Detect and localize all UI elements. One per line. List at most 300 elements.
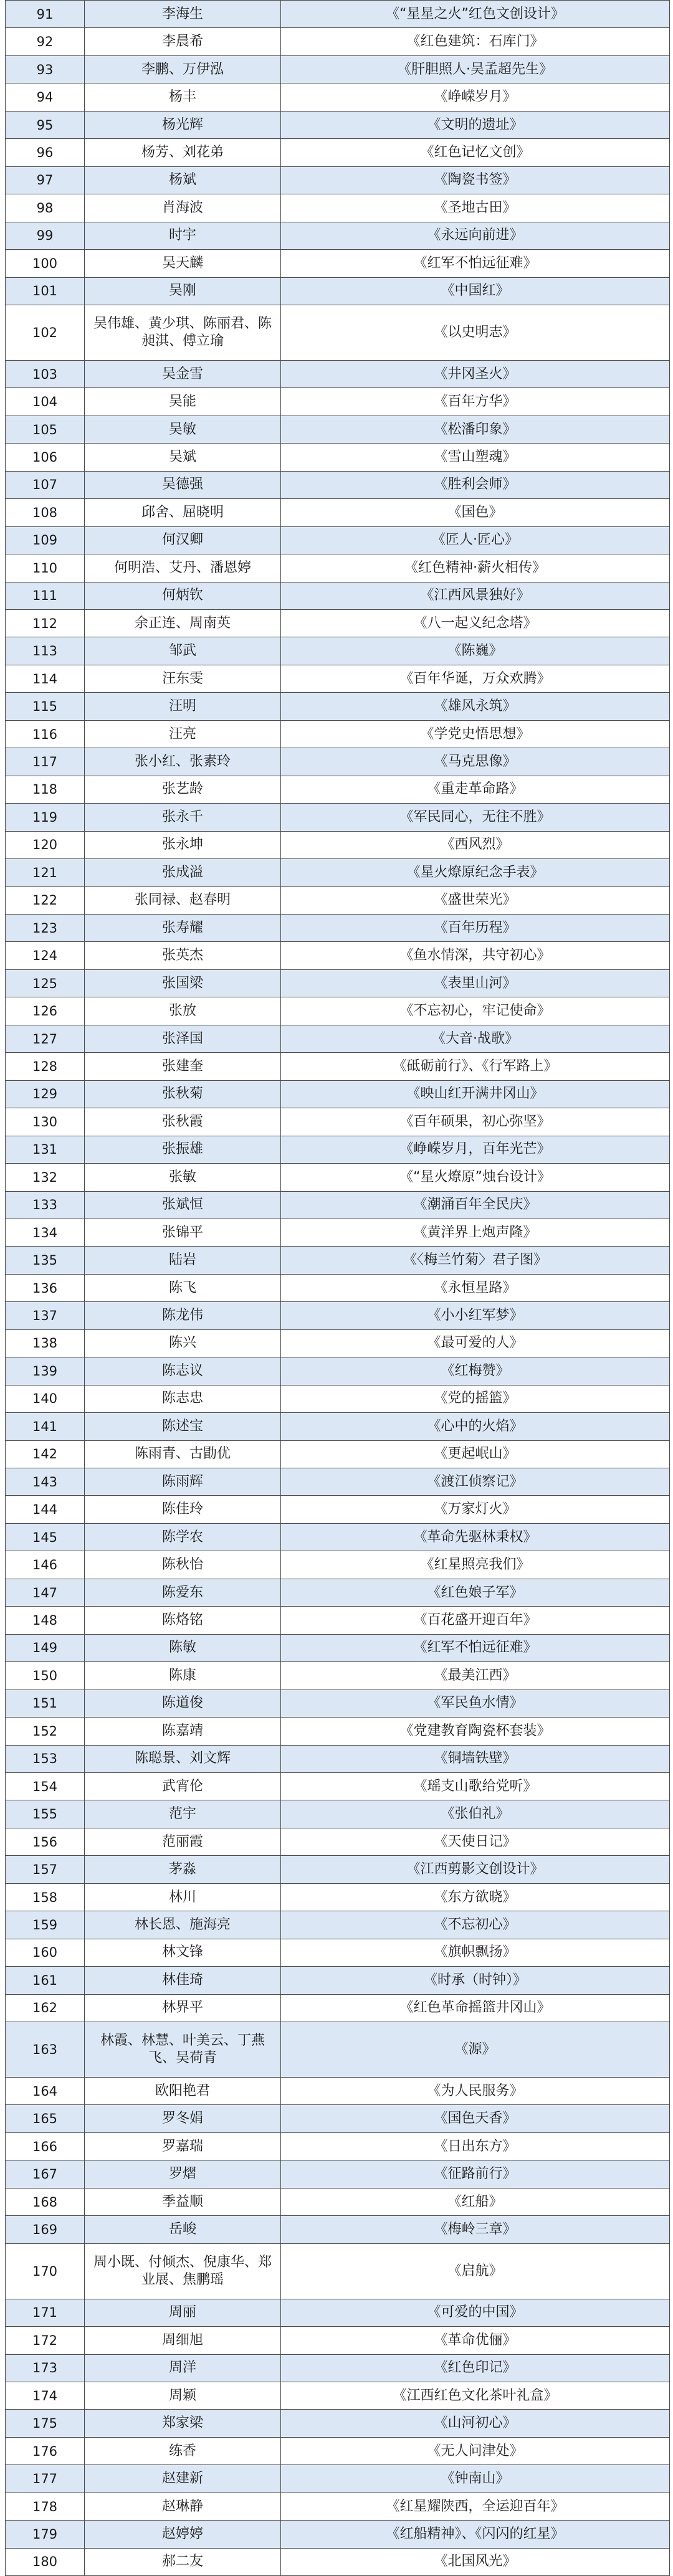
author-name-cell: 林界平 — [85, 1994, 281, 2022]
work-title-cell: 《表里山河》 — [281, 969, 670, 997]
work-title-cell: 《百年华诞，万众欢腾》 — [281, 665, 670, 692]
table-row — [6, 2354, 670, 2382]
row-number-cell: 167 — [6, 2160, 85, 2188]
work-title-cell: 《八一起义纪念塔》 — [281, 609, 670, 637]
author-name-cell: 陈聪景、刘文辉 — [85, 1745, 281, 1772]
table-row — [6, 2243, 670, 2299]
author-name-cell: 赵婷婷 — [85, 2521, 281, 2548]
author-name-cell: 周丽 — [85, 2299, 281, 2326]
author-name-cell: 杨斌 — [85, 166, 281, 194]
table-row — [6, 1191, 670, 1219]
author-name-cell: 吴金雪 — [85, 360, 281, 387]
author-name-cell: 武宵伦 — [85, 1773, 281, 1800]
work-title-cell: 《小小红军梦》 — [281, 1302, 670, 1329]
author-name-cell: 罗冬娟 — [85, 2105, 281, 2132]
work-title-cell: 《圣地古田》 — [281, 194, 670, 222]
row-number-cell: 145 — [6, 1523, 85, 1551]
work-title-cell: 《梅岭三章》 — [281, 2216, 670, 2243]
row-number-cell: 152 — [6, 1718, 85, 1745]
table-row — [6, 416, 670, 443]
row-number-cell: 143 — [6, 1468, 85, 1496]
table-row — [6, 1551, 670, 1579]
work-title-cell: 《万家灯火》 — [281, 1496, 670, 1523]
table-row — [6, 886, 670, 914]
table-row — [6, 1357, 670, 1385]
work-title-cell: 《最美江西》 — [281, 1662, 670, 1690]
author-name-cell: 张敏 — [85, 1164, 281, 1191]
row-number-cell: 149 — [6, 1634, 85, 1661]
work-title-cell: 《山河初心》 — [281, 2410, 670, 2437]
table-row — [6, 1164, 670, 1191]
row-number-cell: 100 — [6, 250, 85, 277]
work-title-cell: 《红军不怕远征难》 — [281, 250, 670, 277]
row-number-cell: 108 — [6, 499, 85, 526]
author-name-cell: 陈佳玲 — [85, 1496, 281, 1523]
work-title-cell: 《源》 — [281, 2022, 670, 2078]
author-name-cell: 陈学农 — [85, 1523, 281, 1551]
work-title-cell: 《大音·战歌》 — [281, 1025, 670, 1052]
work-title-cell: 《永恒星路》 — [281, 1274, 670, 1301]
table-row — [6, 2382, 670, 2410]
author-name-cell: 周洋 — [85, 2354, 281, 2382]
table-row — [6, 1690, 670, 1717]
author-name-cell: 林长恩、施海亮 — [85, 1911, 281, 1939]
author-name-cell: 陈嘉靖 — [85, 1718, 281, 1745]
row-number-cell: 113 — [6, 637, 85, 665]
work-title-cell: 《国色天香》 — [281, 2105, 670, 2132]
work-title-cell: 《百年方华》 — [281, 388, 670, 416]
row-number-cell: 169 — [6, 2216, 85, 2243]
row-number-cell: 164 — [6, 2078, 85, 2105]
work-title-cell: 《星火燎原纪念手表》 — [281, 859, 670, 886]
table-row — [6, 83, 670, 111]
work-title-cell: 《松潘印象》 — [281, 416, 670, 443]
work-title-cell: 《砥砺前行》、《行军路上》 — [281, 1053, 670, 1080]
row-number-cell: 121 — [6, 859, 85, 886]
work-title-cell: 《红色印记》 — [281, 2354, 670, 2382]
table-row — [6, 444, 670, 471]
row-number-cell: 106 — [6, 444, 85, 471]
author-name-cell: 陈道俊 — [85, 1690, 281, 1717]
work-title-cell: 《时承（时钟）》 — [281, 1967, 670, 1994]
work-title-cell: 《〈梅兰竹菊〉君子图》 — [281, 1247, 670, 1274]
author-name-cell: 张永坤 — [85, 831, 281, 858]
author-name-cell: 张英杰 — [85, 942, 281, 969]
table-row — [6, 2465, 670, 2493]
author-name-cell: 李海生 — [85, 1, 281, 28]
row-number-cell: 156 — [6, 1828, 85, 1855]
author-name-cell: 吴刚 — [85, 277, 281, 305]
table-row — [6, 2521, 670, 2548]
author-name-cell: 欧阳艳君 — [85, 2078, 281, 2105]
row-number-cell: 159 — [6, 1911, 85, 1939]
table-row — [6, 1247, 670, 1274]
work-title-cell: 《“星火燎原”烛台设计》 — [281, 1164, 670, 1191]
author-name-cell: 陈雨辉 — [85, 1468, 281, 1496]
author-name-cell: 罗熠 — [85, 2160, 281, 2188]
author-name-cell: 陈述宝 — [85, 1413, 281, 1440]
row-number-cell: 170 — [6, 2243, 85, 2299]
work-title-cell: 《江西剪影文创设计》 — [281, 1856, 670, 1883]
author-name-cell: 何汉卿 — [85, 526, 281, 554]
table-row — [6, 139, 670, 166]
author-name-cell: 汪明 — [85, 693, 281, 720]
work-title-cell: 《江西红色文化茶叶礼盒》 — [281, 2382, 670, 2410]
row-number-cell: 160 — [6, 1939, 85, 1966]
row-number-cell: 96 — [6, 139, 85, 166]
table-row — [6, 1468, 670, 1496]
table-row — [6, 1828, 670, 1855]
row-number-cell: 132 — [6, 1164, 85, 1191]
work-title-cell: 《雄风永筑》 — [281, 693, 670, 720]
row-number-cell: 162 — [6, 1994, 85, 2022]
row-number-cell: 112 — [6, 609, 85, 637]
row-number-cell: 98 — [6, 194, 85, 222]
author-name-cell: 吴敏 — [85, 416, 281, 443]
row-number-cell: 136 — [6, 1274, 85, 1301]
row-number-cell: 146 — [6, 1551, 85, 1579]
row-number-cell: 161 — [6, 1967, 85, 1994]
author-name-cell: 吴能 — [85, 388, 281, 416]
row-number-cell: 158 — [6, 1883, 85, 1911]
table-row — [6, 1385, 670, 1412]
row-number-cell: 142 — [6, 1440, 85, 1468]
author-name-cell: 赵琳静 — [85, 2493, 281, 2520]
table-row — [6, 388, 670, 416]
author-name-cell: 张秋霞 — [85, 1108, 281, 1136]
row-number-cell: 175 — [6, 2410, 85, 2437]
row-number-cell: 133 — [6, 1191, 85, 1219]
work-title-cell: 《无人问津处》 — [281, 2437, 670, 2464]
table-row — [6, 2105, 670, 2132]
work-title-cell: 《国色》 — [281, 499, 670, 526]
author-name-cell: 吴德强 — [85, 471, 281, 498]
table-row — [6, 1967, 670, 1994]
author-name-cell: 陈志忠 — [85, 1385, 281, 1412]
author-name-cell: 林佳琦 — [85, 1967, 281, 1994]
work-title-cell: 《瑶支山歌给党听》 — [281, 1773, 670, 1800]
work-title-cell: 《渡江侦察记》 — [281, 1468, 670, 1496]
work-title-cell: 《鱼水情深，共守初心》 — [281, 942, 670, 969]
row-number-cell: 119 — [6, 804, 85, 831]
table-row — [6, 2327, 670, 2354]
row-number-cell: 111 — [6, 582, 85, 609]
author-name-cell: 陈秋怡 — [85, 1551, 281, 1579]
row-number-cell: 148 — [6, 1607, 85, 1634]
author-name-cell: 周细旭 — [85, 2327, 281, 2354]
work-title-cell: 《雪山塑魂》 — [281, 444, 670, 471]
row-number-cell: 134 — [6, 1219, 85, 1246]
author-name-cell: 陈烙铭 — [85, 1607, 281, 1634]
author-name-cell: 张永千 — [85, 804, 281, 831]
row-number-cell: 155 — [6, 1800, 85, 1828]
table-row — [6, 1440, 670, 1468]
author-name-cell: 何炳钦 — [85, 582, 281, 609]
table-row — [6, 637, 670, 665]
table-row — [6, 499, 670, 526]
author-name-cell: 吴天麟 — [85, 250, 281, 277]
row-number-cell: 92 — [6, 28, 85, 55]
author-name-cell: 郑家梁 — [85, 2410, 281, 2437]
row-number-cell: 165 — [6, 2105, 85, 2132]
work-title-cell: 《旗帜飘扬》 — [281, 1939, 670, 1966]
work-title-cell: 《井冈圣火》 — [281, 360, 670, 387]
work-title-cell: 《峥嵘岁月，百年光芒》 — [281, 1136, 670, 1163]
table-row — [6, 1413, 670, 1440]
work-title-cell: 《文明的遗址》 — [281, 111, 670, 138]
table-row — [6, 526, 670, 554]
row-number-cell: 122 — [6, 886, 85, 914]
table-row — [6, 693, 670, 720]
row-number-cell: 144 — [6, 1496, 85, 1523]
work-title-cell: 《百年硕果，初心弥坚》 — [281, 1108, 670, 1136]
author-name-cell: 李鹏、万伊泓 — [85, 55, 281, 83]
row-number-cell: 120 — [6, 831, 85, 858]
row-number-cell: 93 — [6, 55, 85, 83]
work-title-cell: 《红色记忆文创》 — [281, 139, 670, 166]
work-title-cell: 《以史明志》 — [281, 305, 670, 360]
row-number-cell: 127 — [6, 1025, 85, 1052]
row-number-cell: 99 — [6, 222, 85, 249]
work-title-cell: 《铜墙铁壁》 — [281, 1745, 670, 1772]
table-row — [6, 914, 670, 941]
table-row — [6, 305, 670, 360]
table-row — [6, 1579, 670, 1606]
table-row — [6, 1523, 670, 1551]
work-title-cell: 《陈巍》 — [281, 637, 670, 665]
work-title-cell: 《更起岷山》 — [281, 1440, 670, 1468]
author-name-cell: 杨芳、刘花弟 — [85, 139, 281, 166]
table-row — [6, 831, 670, 858]
table-row — [6, 1136, 670, 1163]
row-number-cell: 157 — [6, 1856, 85, 1883]
work-title-cell: 《黄洋界上炮声隆》 — [281, 1219, 670, 1246]
work-title-cell: 《日出东方》 — [281, 2132, 670, 2160]
work-title-cell: 《江西风景独好》 — [281, 582, 670, 609]
work-title-cell: 《红船》 — [281, 2188, 670, 2215]
work-title-cell: 《心中的火焰》 — [281, 1413, 670, 1440]
table-row — [6, 1773, 670, 1800]
table-row — [6, 1883, 670, 1911]
author-name-cell: 张成溢 — [85, 859, 281, 886]
table-row — [6, 969, 670, 997]
table-row — [6, 1, 670, 28]
author-name-cell: 陈康 — [85, 1662, 281, 1690]
work-title-cell: 《红色革命摇篮井冈山》 — [281, 1994, 670, 2022]
work-title-cell: 《党的摇篮》 — [281, 1385, 670, 1412]
table-row — [6, 2437, 670, 2464]
table-row — [6, 1108, 670, 1136]
work-title-cell: 《红星照亮我们》 — [281, 1551, 670, 1579]
row-number-cell: 123 — [6, 914, 85, 941]
table-row — [6, 776, 670, 803]
row-number-cell: 128 — [6, 1053, 85, 1080]
work-title-cell: 《陶瓷书签》 — [281, 166, 670, 194]
author-name-cell: 陈飞 — [85, 1274, 281, 1301]
author-name-cell: 范丽霞 — [85, 1828, 281, 1855]
author-name-cell: 陈敏 — [85, 1634, 281, 1661]
table-row — [6, 1329, 670, 1357]
work-title-cell: 《征路前行》 — [281, 2160, 670, 2188]
work-title-cell: 《启航》 — [281, 2243, 670, 2299]
row-number-cell: 124 — [6, 942, 85, 969]
table-row — [6, 2188, 670, 2215]
work-title-cell: 《红星耀陕西，全运迎百年》 — [281, 2493, 670, 2520]
table-row — [6, 1994, 670, 2022]
table-row — [6, 1219, 670, 1246]
table-row — [6, 804, 670, 831]
table-row — [6, 2216, 670, 2243]
table-row — [6, 942, 670, 969]
work-title-cell: 《不忘初心，牢记使命》 — [281, 997, 670, 1025]
row-number-cell: 115 — [6, 693, 85, 720]
work-title-cell: 《胜利会师》 — [281, 471, 670, 498]
works-table-body — [6, 1, 670, 2576]
author-name-cell: 杨光辉 — [85, 111, 281, 138]
author-name-cell: 陈爱东 — [85, 1579, 281, 1606]
author-name-cell: 张国梁 — [85, 969, 281, 997]
table-row — [6, 166, 670, 194]
table-row — [6, 748, 670, 776]
row-number-cell: 129 — [6, 1080, 85, 1108]
table-row — [6, 582, 670, 609]
author-name-cell: 张泽国 — [85, 1025, 281, 1052]
row-number-cell: 101 — [6, 277, 85, 305]
works-list-table — [5, 0, 670, 2576]
author-name-cell: 陈志议 — [85, 1357, 281, 1385]
works-table-container — [5, 0, 669, 2576]
row-number-cell: 180 — [6, 2548, 85, 2575]
row-number-cell: 171 — [6, 2299, 85, 2326]
table-row — [6, 250, 670, 277]
author-name-cell: 张秋菊 — [85, 1080, 281, 1108]
table-row — [6, 360, 670, 387]
table-row — [6, 2410, 670, 2437]
work-title-cell: 《红船精神》、《闪闪的红星》 — [281, 2521, 670, 2548]
author-name-cell: 林霞、林慧、叶美云、丁燕飞、吴荷青 — [85, 2022, 281, 2078]
row-number-cell: 104 — [6, 388, 85, 416]
author-name-cell: 罗嘉瑞 — [85, 2132, 281, 2160]
work-title-cell: 《军民鱼水情》 — [281, 1690, 670, 1717]
work-title-cell: 《可爱的中国》 — [281, 2299, 670, 2326]
work-title-cell: 《革命优俪》 — [281, 2327, 670, 2354]
table-row — [6, 1274, 670, 1301]
author-name-cell: 张同禄、赵春明 — [85, 886, 281, 914]
work-title-cell: 《张伯礼》 — [281, 1800, 670, 1828]
table-row — [6, 1856, 670, 1883]
row-number-cell: 118 — [6, 776, 85, 803]
table-row — [6, 55, 670, 83]
table-row — [6, 2160, 670, 2188]
row-number-cell: 163 — [6, 2022, 85, 2078]
author-name-cell: 张放 — [85, 997, 281, 1025]
row-number-cell: 140 — [6, 1385, 85, 1412]
table-row — [6, 997, 670, 1025]
work-title-cell: 《西风烈》 — [281, 831, 670, 858]
author-name-cell: 陆岩 — [85, 1247, 281, 1274]
table-row — [6, 222, 670, 249]
author-name-cell: 郝二友 — [85, 2548, 281, 2575]
row-number-cell: 177 — [6, 2465, 85, 2493]
row-number-cell: 176 — [6, 2437, 85, 2464]
author-name-cell: 张小红、张素玲 — [85, 748, 281, 776]
table-row — [6, 111, 670, 138]
row-number-cell: 130 — [6, 1108, 85, 1136]
author-name-cell: 林川 — [85, 1883, 281, 1911]
author-name-cell: 林文锋 — [85, 1939, 281, 1966]
row-number-cell: 154 — [6, 1773, 85, 1800]
row-number-cell: 173 — [6, 2354, 85, 2382]
table-row — [6, 609, 670, 637]
work-title-cell: 《百年历程》 — [281, 914, 670, 941]
work-title-cell: 《马克思像》 — [281, 748, 670, 776]
work-title-cell: 《学党史悟思想》 — [281, 720, 670, 748]
table-row — [6, 1025, 670, 1052]
author-name-cell: 杨丰 — [85, 83, 281, 111]
table-row — [6, 554, 670, 582]
row-number-cell: 126 — [6, 997, 85, 1025]
author-name-cell: 陈雨青、古勖优 — [85, 1440, 281, 1468]
table-row — [6, 2132, 670, 2160]
author-name-cell: 张建奎 — [85, 1053, 281, 1080]
author-name-cell: 茅淼 — [85, 1856, 281, 1883]
work-title-cell: 《潮涌百年全民庆》 — [281, 1191, 670, 1219]
work-title-cell: 《永远向前进》 — [281, 222, 670, 249]
work-title-cell: 《天使日记》 — [281, 1828, 670, 1855]
table-row — [6, 277, 670, 305]
author-name-cell: 周小既、付倾杰、倪康华、郑业展、焦鹏瑶 — [85, 2243, 281, 2299]
row-number-cell: 116 — [6, 720, 85, 748]
work-title-cell: 《北国风光》 — [281, 2548, 670, 2575]
table-row — [6, 471, 670, 498]
work-title-cell: 《红军不怕远征难》 — [281, 1634, 670, 1661]
row-number-cell: 174 — [6, 2382, 85, 2410]
table-row — [6, 1662, 670, 1690]
row-number-cell: 137 — [6, 1302, 85, 1329]
work-title-cell: 《重走革命路》 — [281, 776, 670, 803]
author-name-cell: 汪亮 — [85, 720, 281, 748]
table-row — [6, 2493, 670, 2520]
work-title-cell: 《匠人·匠心》 — [281, 526, 670, 554]
table-row — [6, 1911, 670, 1939]
author-name-cell: 肖海波 — [85, 194, 281, 222]
author-name-cell: 张艺龄 — [85, 776, 281, 803]
author-name-cell: 吴伟雄、黄少琪、陈丽君、陈昶淇、傅立瑜 — [85, 305, 281, 360]
author-name-cell: 张振雄 — [85, 1136, 281, 1163]
row-number-cell: 166 — [6, 2132, 85, 2160]
row-number-cell: 110 — [6, 554, 85, 582]
row-number-cell: 97 — [6, 166, 85, 194]
author-name-cell: 周颖 — [85, 2382, 281, 2410]
row-number-cell: 172 — [6, 2327, 85, 2354]
work-title-cell: 《革命先驱林秉权》 — [281, 1523, 670, 1551]
author-name-cell: 陈兴 — [85, 1329, 281, 1357]
table-row — [6, 2548, 670, 2575]
author-name-cell: 余正连、周南英 — [85, 609, 281, 637]
author-name-cell: 陈龙伟 — [85, 1302, 281, 1329]
row-number-cell: 102 — [6, 305, 85, 360]
author-name-cell: 范宇 — [85, 1800, 281, 1828]
row-number-cell: 109 — [6, 526, 85, 554]
table-row — [6, 1634, 670, 1661]
work-title-cell: 《东方欲晓》 — [281, 1883, 670, 1911]
table-row — [6, 1496, 670, 1523]
author-name-cell: 邹武 — [85, 637, 281, 665]
table-row — [6, 1718, 670, 1745]
author-name-cell: 汪东雯 — [85, 665, 281, 692]
author-name-cell: 时宇 — [85, 222, 281, 249]
work-title-cell: 《映山红开满井冈山》 — [281, 1080, 670, 1108]
